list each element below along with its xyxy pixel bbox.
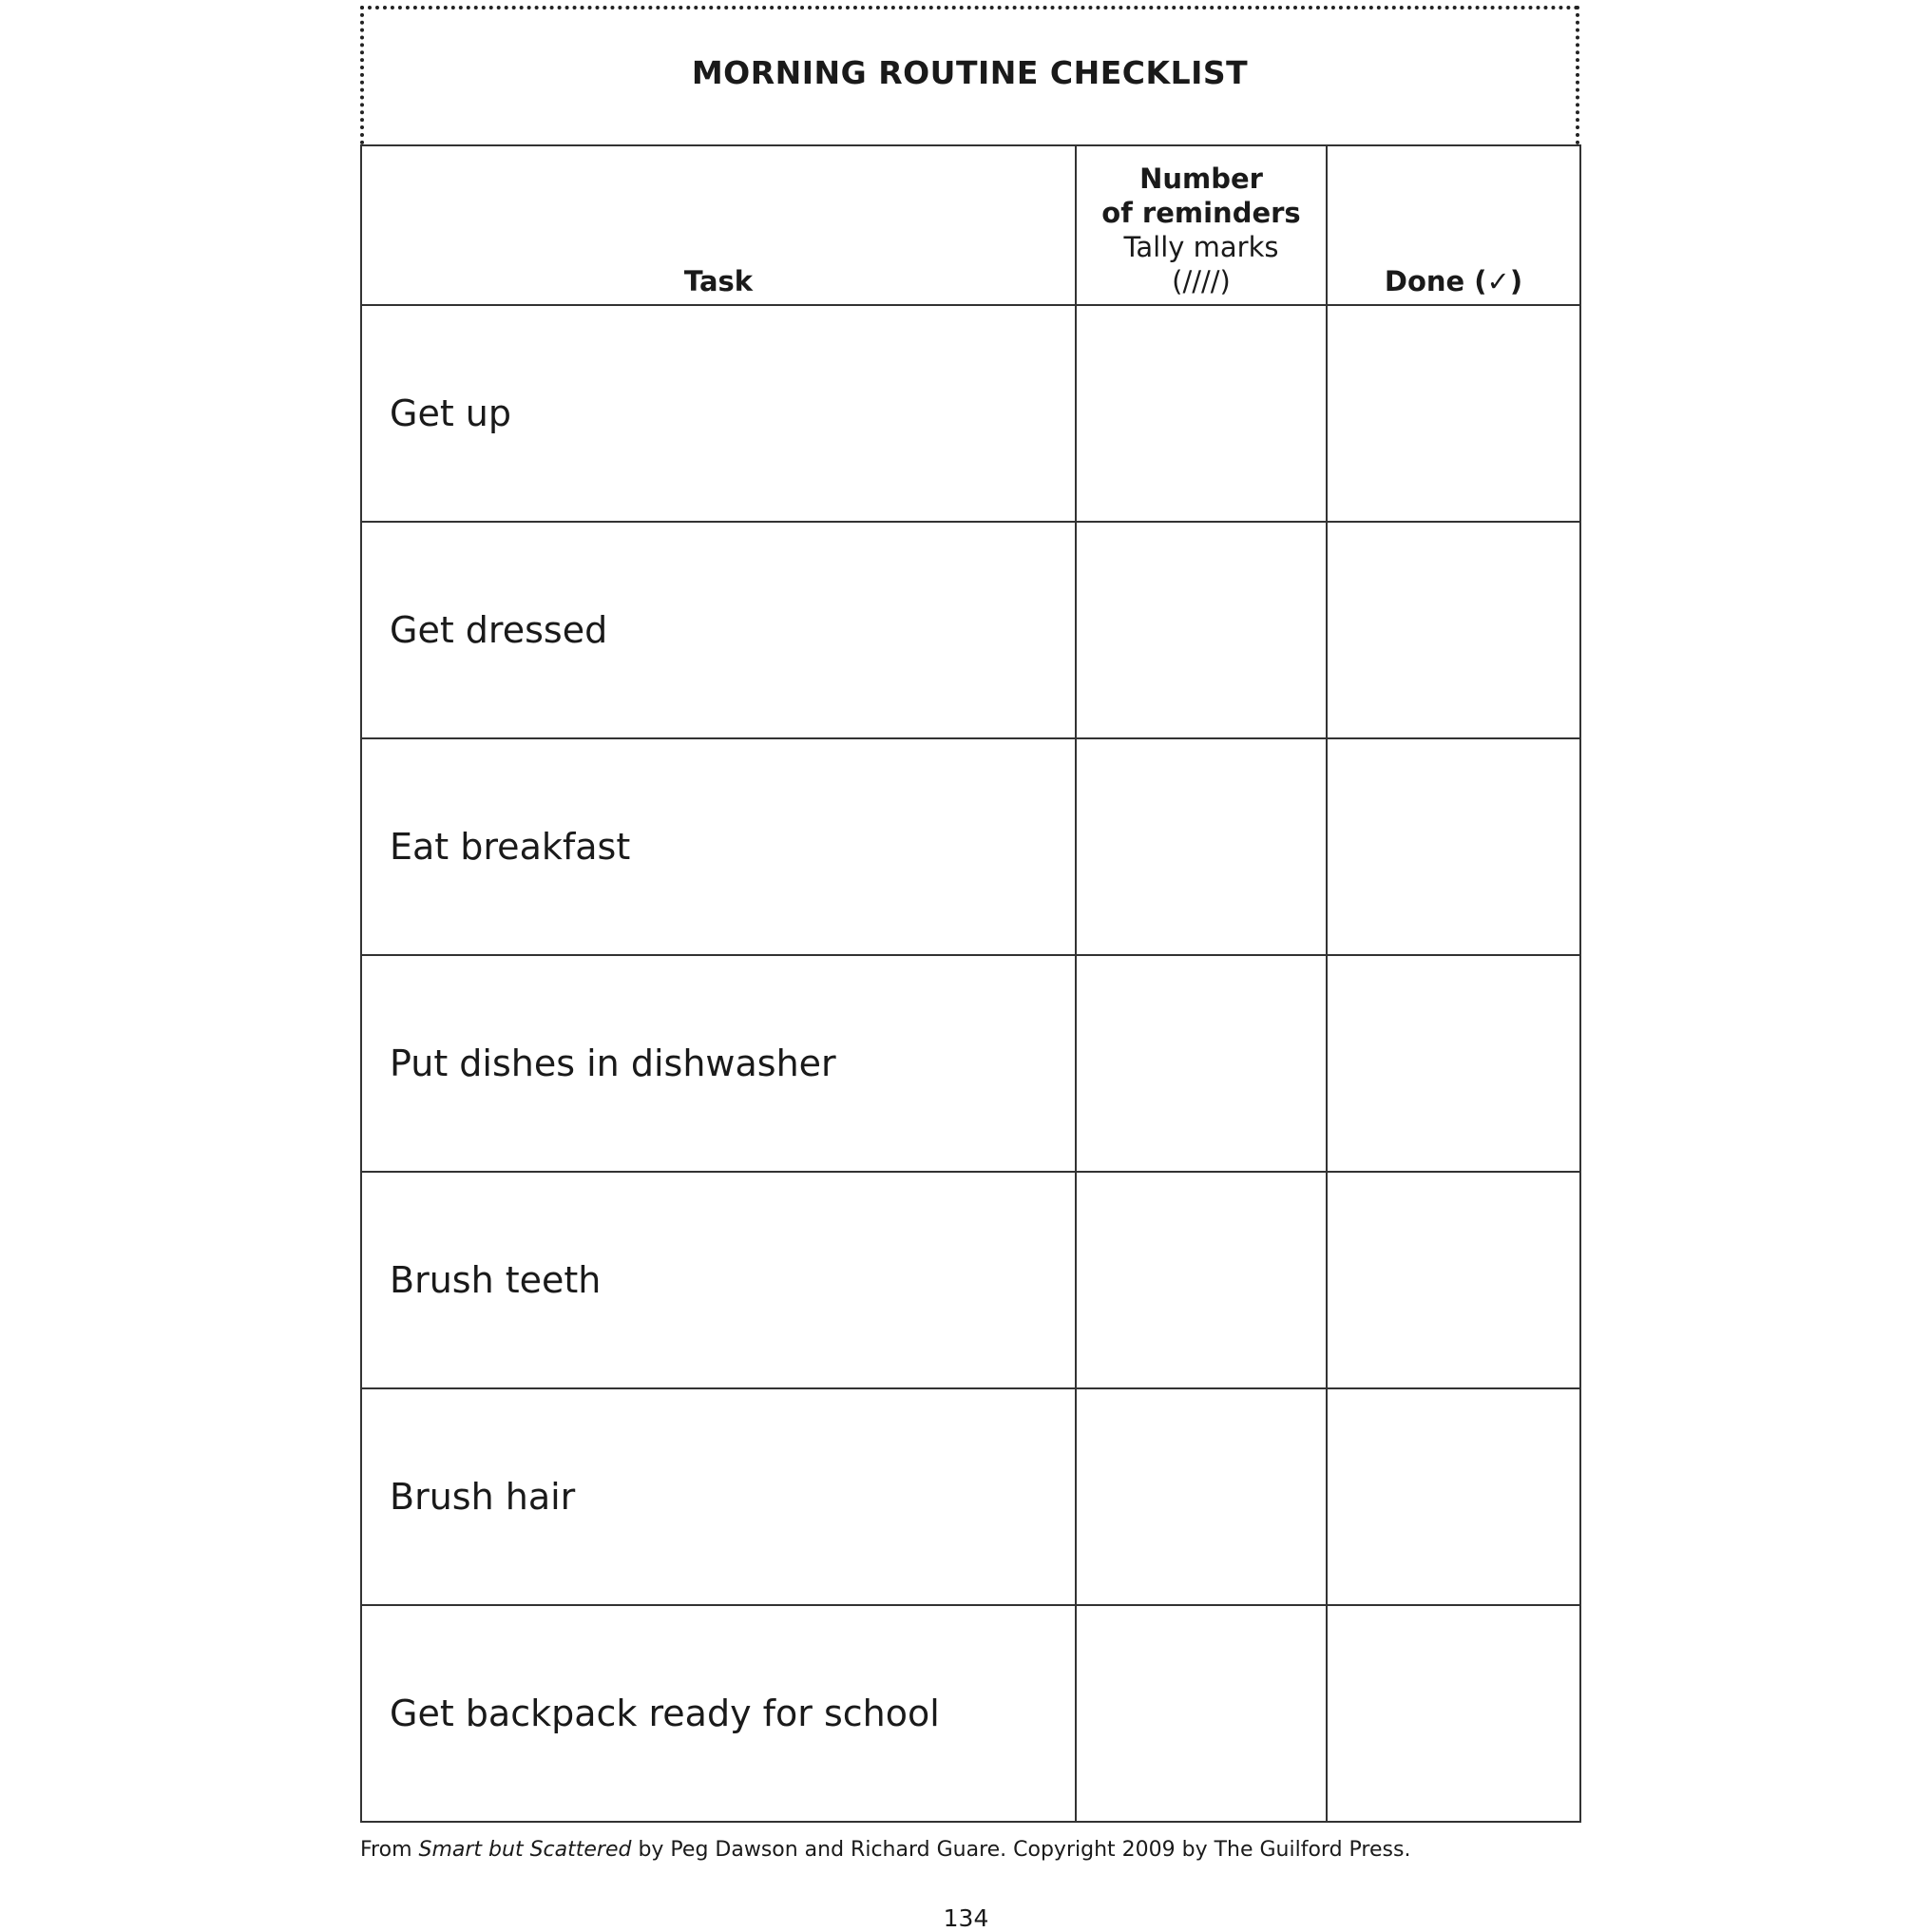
reminders-header-line1: Number <box>1139 163 1263 195</box>
done-header-label: Done (✓) <box>1384 265 1523 297</box>
title-box <box>360 6 1579 144</box>
reminders-cell[interactable] <box>1076 1605 1327 1822</box>
reminders-header-line2: of reminders <box>1101 197 1301 229</box>
done-cell[interactable] <box>1327 1388 1580 1605</box>
reminders-cell[interactable] <box>1076 522 1327 738</box>
checklist-sheet <box>360 6 1579 1823</box>
task-header-label: Task <box>683 265 754 297</box>
done-cell[interactable] <box>1327 305 1580 522</box>
reminders-cell[interactable] <box>1076 1172 1327 1388</box>
table-row <box>361 1172 1580 1388</box>
task-cell: Get up <box>361 305 1076 522</box>
task-cell: Brush hair <box>361 1388 1076 1605</box>
copyright-footer <box>360 1838 1410 1862</box>
reminders-header-line3: Tally marks <box>1123 231 1279 263</box>
column-header-reminders <box>1076 145 1327 305</box>
table-row <box>361 955 1580 1172</box>
footer-prefix: From <box>360 1838 419 1862</box>
task-cell: Eat breakfast <box>361 738 1076 955</box>
task-cell: Get backpack ready for school <box>361 1605 1076 1822</box>
table-row <box>361 305 1580 522</box>
column-header-task <box>361 145 1076 305</box>
task-cell: Put dishes in dishwasher <box>361 955 1076 1172</box>
reminders-cell[interactable] <box>1076 738 1327 955</box>
table-row <box>361 522 1580 738</box>
table-row <box>361 1605 1580 1822</box>
reminders-header-line4: (////) <box>1172 265 1231 297</box>
header-row <box>361 145 1580 305</box>
done-cell[interactable] <box>1327 522 1580 738</box>
page-number: 134 <box>943 1904 989 1932</box>
reminders-cell[interactable] <box>1076 305 1327 522</box>
done-cell[interactable] <box>1327 1172 1580 1388</box>
footer-book-title: Smart but Scattered <box>418 1838 632 1862</box>
done-cell[interactable] <box>1327 1605 1580 1822</box>
done-cell[interactable] <box>1327 955 1580 1172</box>
task-cell: Get dressed <box>361 522 1076 738</box>
done-cell[interactable] <box>1327 738 1580 955</box>
table-row <box>361 738 1580 955</box>
checklist-table <box>360 144 1581 1823</box>
column-header-done <box>1327 145 1580 305</box>
page-title: MORNING ROUTINE CHECKLIST <box>691 53 1249 91</box>
table-row <box>361 1388 1580 1605</box>
footer-suffix: by Peg Dawson and Richard Guare. Copyright 2009 by The Guilford Press. <box>631 1838 1411 1862</box>
reminders-cell[interactable] <box>1076 1388 1327 1605</box>
task-cell: Brush teeth <box>361 1172 1076 1388</box>
reminders-cell[interactable] <box>1076 955 1327 1172</box>
